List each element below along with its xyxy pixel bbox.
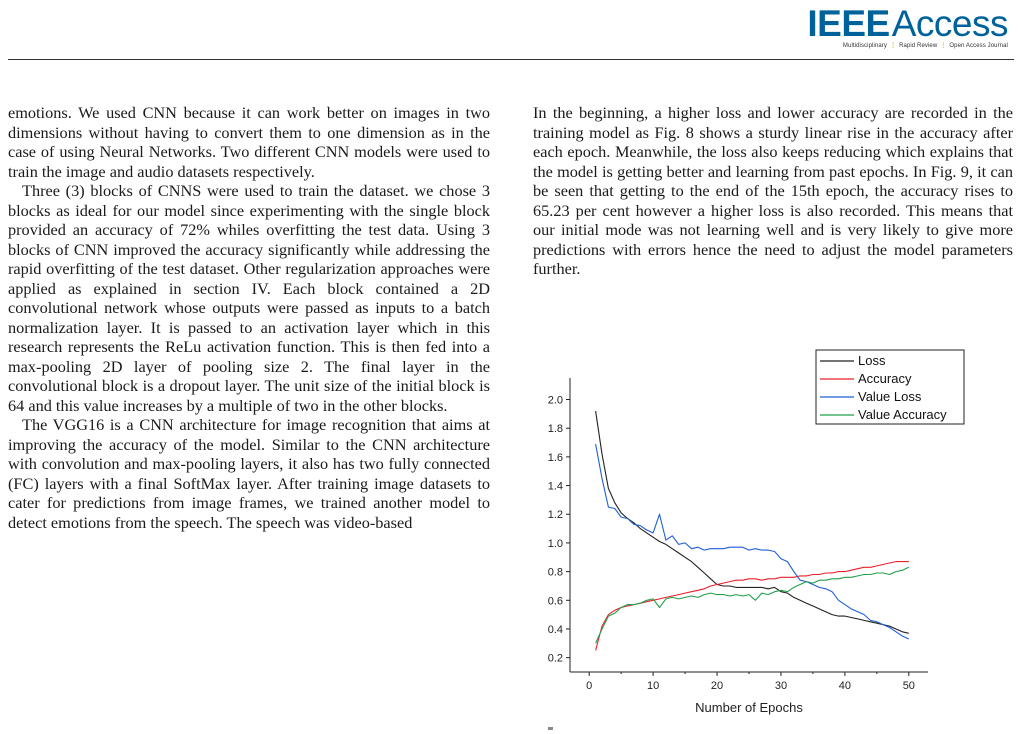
caption-fragment: [548, 727, 553, 730]
y-tick-label: 1.8: [547, 423, 563, 436]
page-header: [0, 0, 1022, 62]
paragraph: The VGG16 is a CNN architecture for image recognition that aims at improving the accuracy of the model. Similar to the CNN architecture with convolution and max-pooling layers, it also has two fully connected (FC) layers with a final SoftMax layer. After training image datasets to cater for predictions from image frames, we trained another model to detect emotions from the speech. The speech was video-based: [8, 415, 490, 532]
y-tick-label: 0.6: [547, 595, 563, 608]
tagline-part-3: Open Access Journal: [949, 43, 1008, 49]
series-line-value-loss: [596, 444, 909, 639]
header-rule: [8, 59, 1014, 60]
y-tick-label: 1.2: [547, 509, 563, 522]
x-tick-label: 10: [646, 680, 660, 692]
y-tick-label: 1.0: [547, 537, 563, 550]
right-column: [533, 103, 1013, 279]
x-tick-label: 20: [710, 680, 724, 692]
training-metrics-figure: [530, 340, 970, 734]
x-tick-label: 30: [774, 680, 788, 692]
y-tick-label: 0.8: [547, 566, 563, 579]
y-tick-label: 0.4: [547, 623, 563, 636]
x-tick-label: 50: [902, 680, 915, 692]
series-line-loss: [596, 411, 909, 633]
tagline-separator: ⋮: [889, 43, 897, 49]
tagline-part-1: Multidisciplinary: [842, 43, 887, 49]
tagline-part-2: Rapid Review: [899, 43, 938, 49]
ieee-access-logo[interactable]: [807, 4, 1008, 49]
logo-wordmark: [807, 4, 1008, 44]
y-tick-label: 2.0: [547, 394, 563, 407]
legend-label: Value Accuracy: [858, 407, 947, 422]
paragraph: Three (3) blocks of CNNS were used to train the dataset. we chose 3 blocks as ideal for our model since experimenting with the single block provided an accuracy of 72% whiles overfitting the test data. Using 3 blocks of CNN improved the accuracy significantly while addressing the rapid overfitting of the test dataset. Other regularization approaches were applied as explained in section IV. Each block contained a 2D convolutional network whose outputs were passed as inputs to a batch normalization layer. It is passed to an activation layer which in this research represents the ReLu activation function. This is then fed into a max-pooling 2D layer of pooling size 2. The final layer in the convolutional block is a dropout layer. The unit size of the initial block is 64 and this value increases by a multiple of two in the other blocks.: [8, 181, 490, 415]
left-column: [8, 103, 490, 734]
paragraph: In the beginning, a higher loss and lower accuracy are recorded in the training model as Fig. 8 shows a sturdy linear rise in the accuracy after each epoch. Meanwhile, the loss also keeps reducing which explains that the model is getting better and learning from past epochs. In Fig. 9, it can be seen that getting to the end of the 15th epoch, the accuracy rises to 65.23 per cent however a higher loss is also recorded. This means that our initial mode was not learning well and is very likely to give more predictions with errors hence the need to adjust the model parameters further.: [533, 103, 1013, 278]
y-tick-label: 1.6: [547, 451, 563, 464]
legend-label: Accuracy: [858, 371, 912, 386]
y-tick-label: 0.2: [547, 652, 563, 665]
x-tick-label: 40: [838, 680, 852, 692]
tagline-separator: ⋮: [940, 43, 947, 49]
paragraph: emotions. We used CNN because it can work better on images in two dimensions without having to convert them to one dimension as in the case of using Neural Networks. Two different CNN models were used to train the image and audio datasets respectively.: [8, 103, 490, 181]
logo-ieee-text: IEEE: [807, 3, 890, 44]
x-tick-label: 0: [586, 680, 593, 692]
y-tick-label: 1.4: [547, 480, 563, 493]
legend-label: Loss: [858, 353, 886, 368]
logo-access-text: Access: [891, 3, 1008, 44]
legend-label: Value Loss: [858, 389, 922, 404]
x-axis-title: Number of Epochs: [695, 700, 803, 715]
line-chart: [530, 340, 970, 734]
